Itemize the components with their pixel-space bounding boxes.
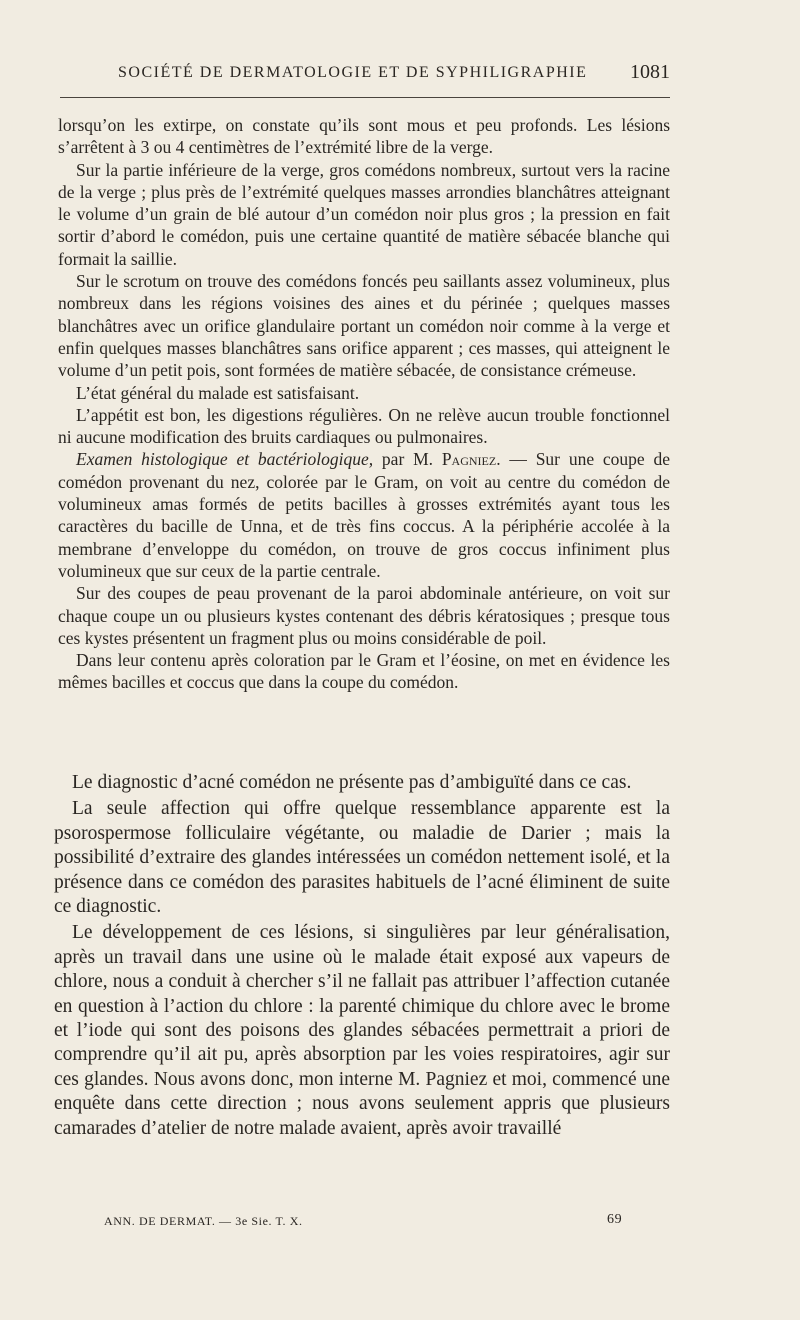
paragraph: Dans leur contenu après coloration par le Gram et l’éosine, on met en évidence les mêmes bacilles et coccus que dans la coupe du comédon. xyxy=(58,650,670,693)
header-rule xyxy=(60,97,670,98)
paragraph: Sur le scrotum on trouve des comédons foncés peu saillants assez volumineux, plus nombreux dans les régions voisines des aines et du périnée ; quelques masses blanchâtres avec un orifice glandulaire portant un comédon noir comme à la verge et enfin quelques masses blanchâtres sans orifice apparent ; ces masses, qui atteignent le volume d’un petit pois, sont formées de matière sébacée, de consistance crémeuse. xyxy=(58,271,670,381)
exam-paragraph xyxy=(58,448,670,582)
exam-heading: Examen histologique et bactériologique, xyxy=(76,449,374,470)
paragraph: La seule affection qui offre quelque ressemblance apparente est la psorospermose folliculaire végétante, ou maladie de Darier ; mais la possibilité d’extraire des glandes intéressées un comédon nettement isolé, et la présence dans ce comédon des parasites habituels de l’acné éliminent de suite ce diagnostic. xyxy=(54,798,670,918)
paragraph: Le développement de ces lésions, si singulières par leur généralisation, après un travail dans une usine où le malade était exposé aux vapeurs de chlore, nous a conduit à chercher s’il ne fallait pas attribuer l’affection cutanée en question à l’action du chlore : la parenté chimique du chlore avec le brome et l’iode qui sont des poisons des glandes sébacées permettrait a priori de comprendre qu’il ait pu, après absorption par les voies respiratoires, agir sur ces glandes. Nous avons donc, mon interne M. Pagniez et moi, commencé une enquête dans cette direction ; nous avons seulement appris que plusieurs camarades d’atelier de notre malade avaient, après avoir travaillé xyxy=(54,922,670,1139)
paragraph: Sur des coupes de peau provenant de la paroi abdominale antérieure, on voit sur chaque coupe un ou plusieurs kystes contenant des débris kératosiques ; presque tous ces kystes présentent un fragment plus ou moins considérable de poil. xyxy=(58,583,670,648)
discussion xyxy=(54,771,670,1143)
exam-by: par M. xyxy=(373,449,442,470)
footer-signature: ANN. DE DERMAT. — 3e Sie. T. X. xyxy=(104,1214,303,1228)
page-number: 1081 xyxy=(630,61,670,83)
footer-sheet-number: 69 xyxy=(607,1212,623,1227)
running-head xyxy=(60,62,670,88)
footer xyxy=(104,1214,624,1234)
clinical-description xyxy=(58,114,670,694)
exam-text: . — Sur une coupe de comédon provenant du nez, colorée par le Gram, on voit au centre du comédon de volumineux amas formés de petits bacilles à grosses extrémités ayant tous les caractères du bacille de Unna, et de très fins coccus. A la périphérie accolée à la membrane d’enveloppe du comédon, on trouve de gros coccus infiniment plus volumineux que sur ceux de la partie centrale. xyxy=(58,449,671,581)
paragraph: Sur la partie inférieure de la verge, gros comédons nombreux, surtout vers la racine de la verge ; plus près de l’extrémité quelques masses arrondies blanchâtres atteignant le volume d’un grain de blé autour d’un comédon noir plus gros ; la pression en fait sortir d’abord le comédon, puis une certaine quantité de matière sébacée blanche qui formait la saillie. xyxy=(58,159,670,269)
paragraph: L’appétit est bon, les digestions régulières. On ne relève aucun trouble fonctionnel ni aucune modification des bruits cardiaques ou pulmonaires. xyxy=(58,404,670,448)
paragraph: Le diagnostic d’acné comédon ne présente pas d’ambiguïté dans ce cas. xyxy=(72,772,632,793)
paragraph: L’état général du malade est satisfaisant. xyxy=(76,382,360,403)
running-title: SOCIÉTÉ DE DERMATOLOGIE ET DE SYPHILIGRAPHIE xyxy=(118,64,588,81)
paragraph: lorsqu’on les extirpe, on constate qu’ils sont mous et peu profonds. Les lésions s’arrêtent à 3 ou 4 centimètres de l’extrémité libre de la verge. xyxy=(58,115,670,158)
exam-author: Pagniez xyxy=(441,449,497,470)
